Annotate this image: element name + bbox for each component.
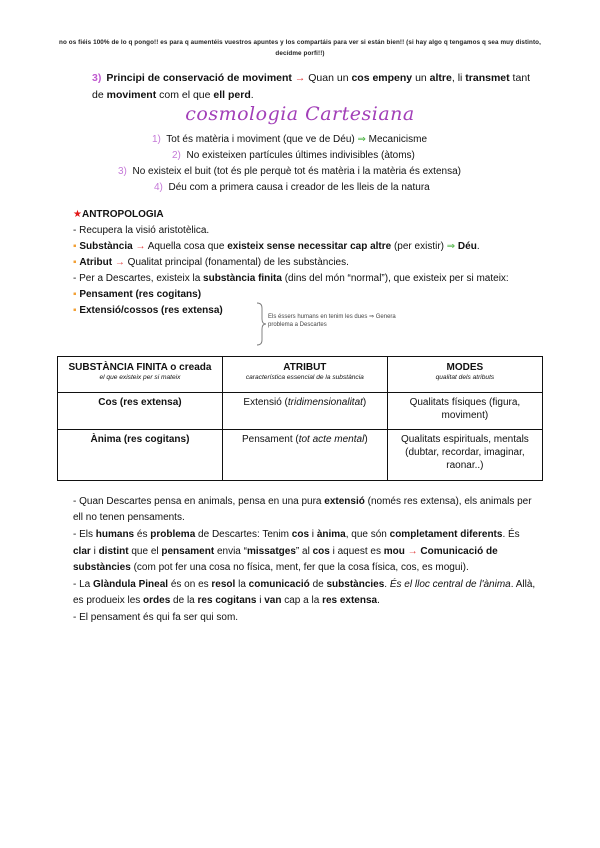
table-header: MODES qualitat dels atributs <box>387 357 542 393</box>
substance-table <box>57 356 543 481</box>
principle-number: 3) <box>92 72 102 84</box>
margin-note: Els éssers humans en tenim les dues ⇒ Genera problema a Descartes <box>268 314 396 328</box>
paragraph: - Els humans és problema de Descartes: Tenim cos i ànima, que són completament diferents. És clar i distint que el pensament envia “missatges” al cos i aquest es mou → Comunicació de substàncies (com pot fer una cosa no física, ment, fer que la cosa física, cos, es mogui). <box>73 529 520 573</box>
list-item: ▪ Extensió/cossos (res extensa) <box>73 305 223 316</box>
section-heading: ★ANTROPOLOGIA <box>73 209 164 220</box>
table-row: Cos (res extensa) Extensió (tridimensionalitat) Qualitats físiques (figura, moviment) <box>58 393 543 430</box>
square-bullet-icon: ▪ <box>73 241 77 252</box>
table-row: Ànima (res cogitans) Pensament (tot acte mental) Qualitats espirituals, mentals (dubtar, recordar, imaginar, raonar..) <box>58 430 543 481</box>
list-item: 4) Déu com a primera causa i creador de les lleis de la natura <box>154 182 430 193</box>
paragraph: - Quan Descartes pensa en animals, pensa en una pura extensió (només res extensa), els animals per ell no tenen pensaments. <box>73 496 532 524</box>
cosmology-title: cosmologia Cartesiana <box>185 103 415 125</box>
list-item: 2) No existeixen partícules últimes indivisibles (àtoms) <box>172 150 415 161</box>
green-arrow: ⇒ <box>357 134 366 145</box>
table-header-row <box>58 357 543 393</box>
square-bullet-icon: ▪ <box>73 257 77 268</box>
list-item: ▪ Pensament (res cogitans) <box>73 289 202 300</box>
square-bullet-icon: ▪ <box>73 305 77 316</box>
conservation-principle: 3) Principi de conservació de moviment → Quan un cos empeny un altre, li transmet tant de moviment com el que ell perd. <box>92 72 531 101</box>
substance-definition: ▪ Substància → Aquella cosa que existeix sense necessitar cap altre (per existir) ⇒ Déu. <box>73 241 480 252</box>
header-note: no os fiéis 100% de lo q pongo!! es para q aumentéis vuestros apuntes y los compartáis para ver si están bien!! (si hay algo q tengamos q sea muy distinto, decídme porfi!!) <box>59 39 541 57</box>
square-bullet-icon: ▪ <box>73 289 77 300</box>
cosmology-list <box>0 132 600 196</box>
attribute-definition: ▪ Atribut → Qualitat principal (fonamental) de les substàncies. <box>73 257 349 268</box>
paragraph: - El pensament és qui fa ser qui som. <box>73 612 239 624</box>
star-icon: ★ <box>73 209 82 220</box>
list-item: 1) Tot és matèria i moviment (que ve de Déu) ⇒ Mecanicisme <box>152 134 428 145</box>
table-header: ATRIBUT característica essencial de la substància <box>222 357 387 393</box>
paragraph: - La Glàndula Pineal és on es resol la comunicació de substàncies. És el lloc central de l'ànima. Allà, es produeix les ordes de la res cogitans i van cap a la res extensa. <box>73 579 536 607</box>
table-header: SUBSTÀNCIA FINITA o creada el que existeix per si mateix <box>58 357 223 393</box>
list-item: 3) No existeix el buit (tot és ple perquè tot és matèria i la matèria és extensa) <box>118 166 461 177</box>
red-arrow: → <box>294 72 306 84</box>
notes-section <box>73 494 539 628</box>
anthropology-section: ★ANTROPOLOGIA - Recupera la visió aristotèlica. ▪ Substància → Aquella cosa que existeix sense necessitar cap altre (per existir) ⇒ Déu. ▪ Atribut → Qualitat principal (fonamental) de les substàncies. - Per a Descartes, existeix la substància finita (dins del món “normal”), que existeix per si mateix: ▪ Pensament (res cogitans) ▪ Extensió/cossos (res extensa) <box>73 207 533 319</box>
curly-brace-icon <box>255 302 267 346</box>
principle-title: Principi de conservació de moviment <box>106 72 292 84</box>
